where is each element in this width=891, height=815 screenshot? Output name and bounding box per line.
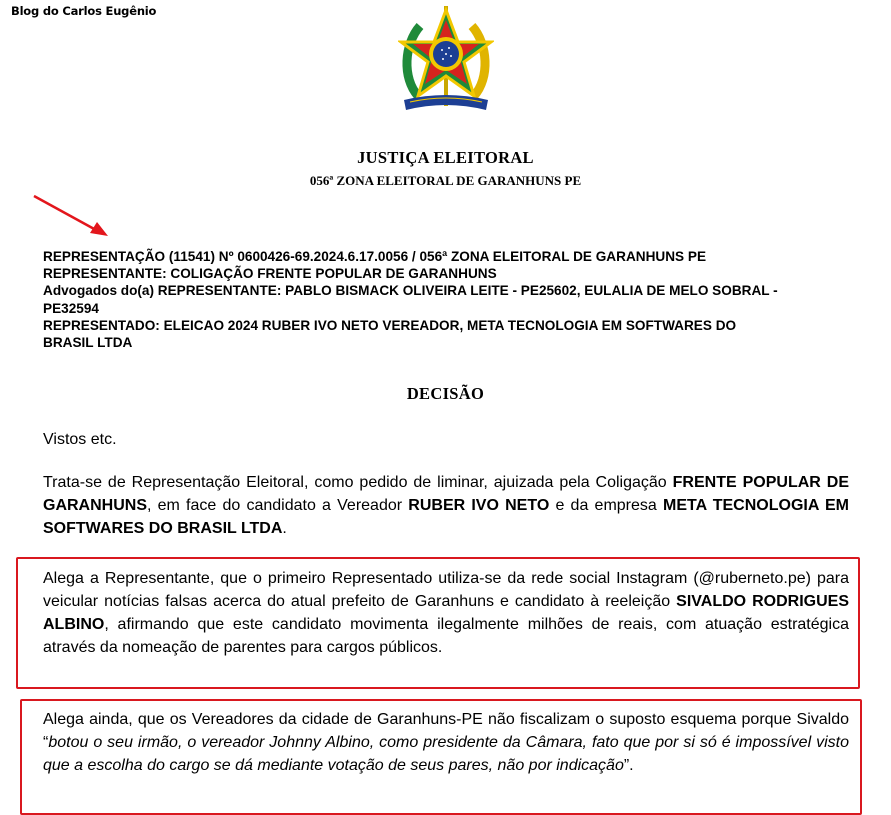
paragraph-text: , afirmando que este candidato movimenta ilegalmente milhões de reais, com atuação estratégica através da nomeação de parentes para cargos públicos. <box>43 616 849 656</box>
paragraph-text: Alega ainda, que os Vereadores da cidade de Garanhuns-PE não fiscalizam o suposto esquema porque Sivaldo “ <box>43 711 849 751</box>
advogados-line-cont: PE32594 <box>43 300 99 316</box>
red-arrow-icon <box>30 192 112 238</box>
case-number-line: REPRESENTAÇÃO (11541) Nº 0600426-69.2024.6.17.0056 / 056ª ZONA ELEITORAL DE GARANHUNS PE <box>43 249 707 264</box>
paragraph-text: . <box>282 520 287 537</box>
decision-title: DECISÃO <box>406 384 485 403</box>
paragraph-allegation-2 <box>43 708 849 777</box>
representado-line-cont: BRASIL LTDA <box>43 335 133 351</box>
paragraph-text: e da empresa <box>549 497 663 514</box>
candidate-name: RUBER IVO NETO <box>408 497 550 514</box>
quoted-text: botou o seu irmão, o vereador Johnny Albino, como presidente da Câmara, fato que por si só é impossível visto que a escolha do cargo se dá mediante votação de seus pares, não por indicação <box>43 734 849 774</box>
paragraph-allegation-1 <box>43 567 849 659</box>
representado-line: REPRESENTADO: ELEICAO 2024 RUBER IVO NETO VEREADOR, META TECNOLOGIA EM SOFTWARES DO <box>43 317 737 333</box>
coalition-name: FRENTE POPULAR DE GARANHUNS <box>43 474 850 514</box>
court-zone: 056ª ZONA ELEITORAL DE GARANHUNS PE <box>309 173 582 188</box>
company-name: META TECNOLOGIA EM SOFTWARES DO BRASIL LTDA <box>43 497 849 537</box>
blog-watermark: Blog do Carlos Eugênio <box>11 4 157 18</box>
paragraph-vistos: Vistos etc. <box>43 431 117 448</box>
paragraph-text: ”. <box>623 757 634 774</box>
case-header <box>43 248 863 351</box>
advogados-line: Advogados do(a) REPRESENTANTE: PABLO BISMACK OLIVEIRA LEITE - PE25602, EULALIA DE MELO SOBRAL - <box>43 283 778 299</box>
representante-line: REPRESENTANTE: COLIGAÇÃO FRENTE POPULAR DE GARANHUNS <box>43 266 497 282</box>
paragraph-text: Alega a Representante, que o primeiro Representado utiliza-se da rede social Instagram (@ruberneto.pe) para veicular notícias falsas acerca do atual prefeito de Garanhuns e candidato à reeleição <box>43 570 849 610</box>
paragraph-intro <box>43 471 849 540</box>
paragraph-text: , em face do candidato a Vereador <box>147 497 409 514</box>
brazil-coat-of-arms-icon <box>398 4 494 114</box>
court-title: JUSTIÇA ELEITORAL <box>357 148 534 167</box>
mayor-name: SIVALDO RODRIGUES ALBINO <box>43 593 849 633</box>
paragraph-text: Trata-se de Representação Eleitoral, como pedido de liminar, ajuizada pela Coligação <box>43 474 673 491</box>
